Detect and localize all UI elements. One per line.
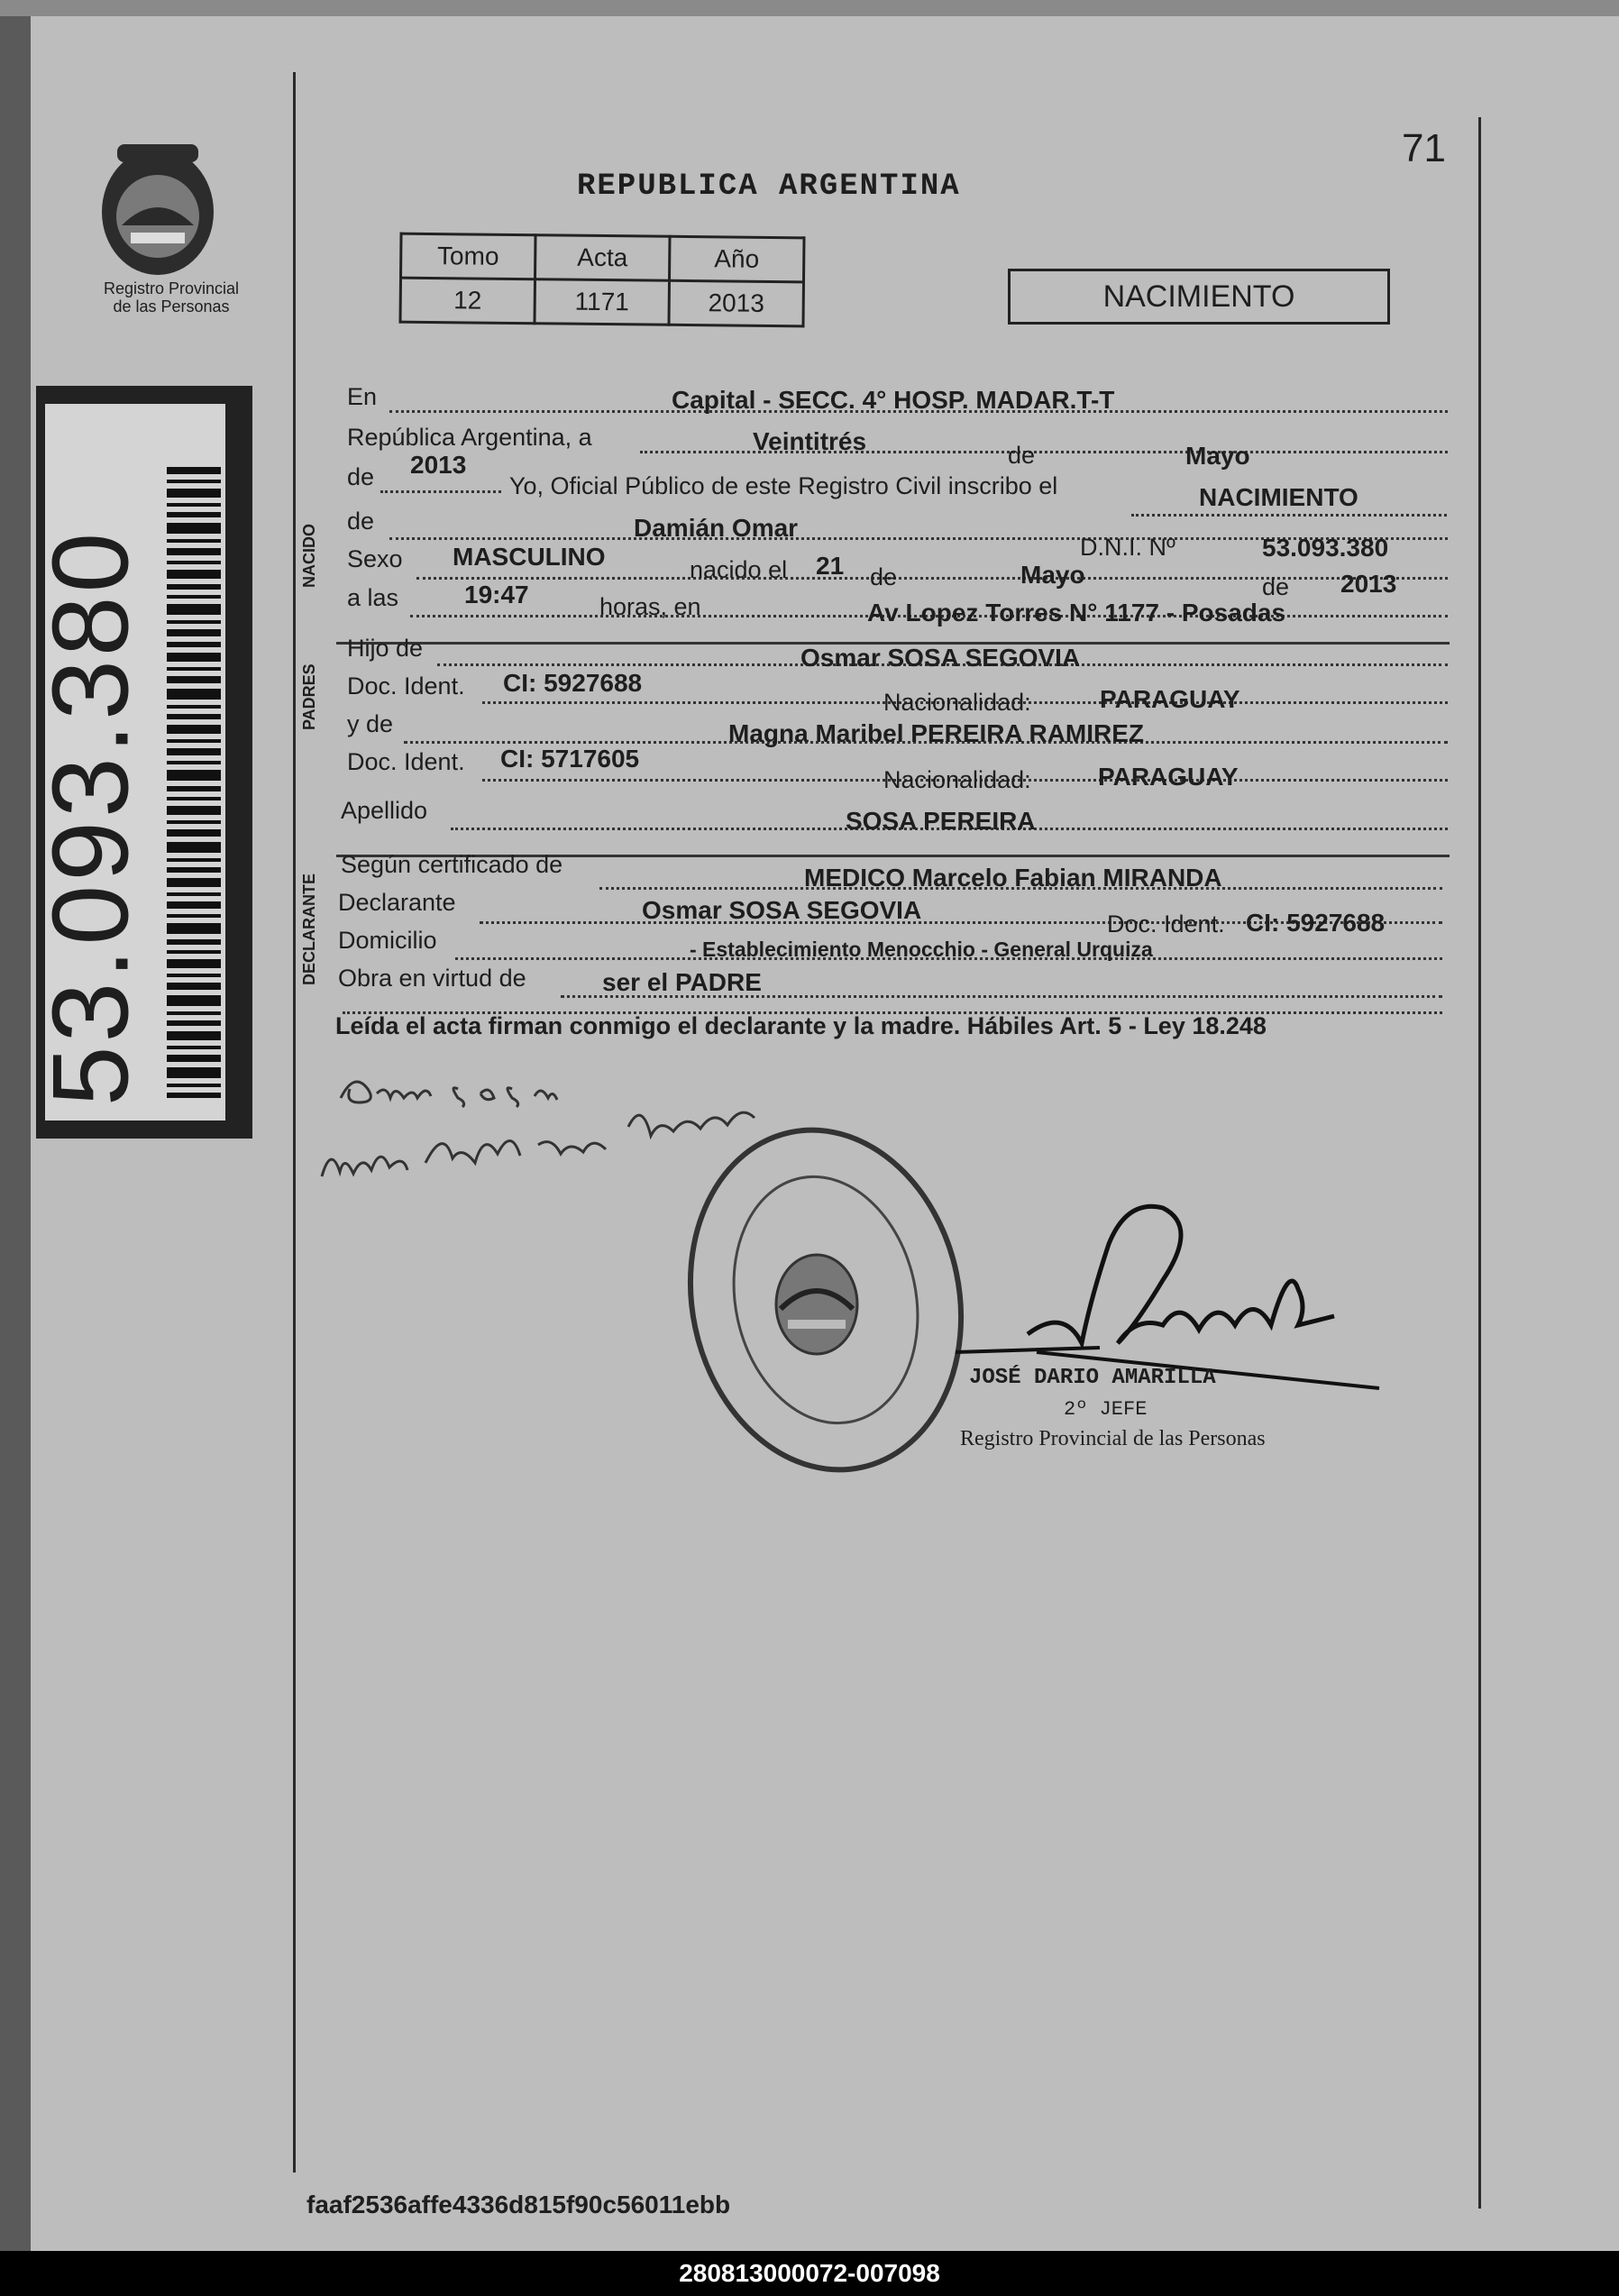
left-margin-line: [293, 72, 296, 2173]
obra-value: ser el PADRE: [602, 968, 762, 996]
madre-nacionalidad: PARAGUAY: [1098, 763, 1239, 791]
dni-value: 53.093.380: [1262, 534, 1389, 562]
nacionalidad2-label: Nacionalidad:: [883, 766, 1031, 793]
de4-label: de: [870, 563, 898, 590]
de3-label: de: [347, 508, 375, 535]
anio-value: 2013: [669, 280, 804, 326]
horas-label: horas, en: [599, 593, 701, 620]
scan-top-strip: [0, 0, 1619, 16]
dotted-line: [416, 577, 1448, 580]
oficial-text: Yo, Oficial Público de este Registro Civil inscribo el: [509, 472, 1058, 499]
domicilio-value: - Establecimiento Menocchio - General Urquiza: [690, 938, 1153, 961]
mes-value: Mayo: [1185, 442, 1250, 470]
apellido-label: Apellido: [341, 797, 428, 824]
dotted-line: [1131, 514, 1447, 517]
lugar-nacimiento-value: Av Lopez Torres N° 1177 - Posadas: [867, 599, 1286, 627]
declarante-doc: CI: 5927688: [1246, 909, 1386, 937]
obra-label: Obra en virtud de: [338, 965, 526, 992]
anio-value: 2013: [410, 451, 467, 479]
barcode-panel: [30, 386, 252, 1139]
en-label: En: [347, 383, 378, 410]
table-row: [400, 278, 803, 326]
closing-statement: Leída el acta firman conmigo el declarante y la madre. Hábiles Art. 5 - Ley 18.248: [335, 1012, 1267, 1039]
footer-id: 280813000072-007098: [679, 2259, 940, 2287]
domicilio-label: Domicilio: [338, 927, 437, 954]
page-number: 71: [1402, 126, 1446, 170]
de-label: de: [1008, 442, 1036, 469]
madre-doc: CI: 5717605: [500, 745, 640, 773]
tomo-header: Tomo: [401, 233, 536, 279]
yde-label: y de: [347, 710, 394, 737]
de2-label: de: [347, 463, 375, 490]
record-type-box: NACIMIENTO: [1008, 269, 1390, 325]
declarante-label: Declarante: [338, 889, 456, 916]
section-label-nacido: NACIDO: [300, 524, 318, 588]
dotted-line: [380, 490, 501, 493]
document-hash: faaf2536affe4336d815f90c56011ebb: [306, 2191, 731, 2218]
apellido-value: SOSA PEREIRA: [846, 807, 1036, 835]
provincial-crest-icon: [90, 126, 225, 279]
record-reference-table: [398, 233, 805, 328]
doc2-label: Doc. Ident.: [347, 748, 465, 775]
declarante-value: Osmar SOSA SEGOVIA: [642, 896, 922, 924]
nacido-label: nacido el: [690, 556, 788, 583]
hora-value: 19:47: [464, 581, 529, 608]
inscribo-value: NACIMIENTO: [1199, 483, 1358, 511]
de5-label: de: [1262, 573, 1290, 600]
hijo-label: Hijo de: [347, 635, 424, 662]
nacido-dia: 21: [816, 552, 845, 580]
page-title: REPUBLICA ARGENTINA: [577, 169, 961, 204]
barcode-icon: [167, 467, 221, 1098]
tomo-value: 12: [400, 278, 535, 324]
certificado-label: Según certificado de: [341, 851, 563, 878]
official-title: 2º JEFE: [1064, 1398, 1148, 1421]
official-org: Registro Provincial de las Personas: [960, 1427, 1266, 1450]
side-dni-number: 53.093.380: [30, 528, 151, 1107]
logo-caption-line2: de las Personas: [113, 297, 230, 316]
republica-label: República Argentina, a: [347, 424, 592, 451]
alas-label: a las: [347, 584, 399, 611]
madre-value: Magna Maribel PEREIRA RAMIREZ: [728, 719, 1145, 747]
nacido-mes: Mayo: [1020, 561, 1085, 589]
dni-label: D.N.I. Nº: [1080, 534, 1175, 561]
section-label-declarante: DECLARANTE: [300, 874, 318, 985]
sexo-value: MASCULINO: [453, 543, 606, 571]
official-name: JOSÉ DARIO AMARILLA: [969, 1366, 1216, 1390]
anio-header: Año: [669, 236, 804, 282]
right-margin-line: [1478, 117, 1481, 2209]
barcode-label: [30, 404, 225, 1121]
dia-value: Veintitrés: [753, 427, 867, 455]
nacionalidad-label: Nacionalidad:: [883, 689, 1031, 716]
table-header-row: [401, 233, 804, 282]
nacido-anio: 2013: [1340, 570, 1397, 598]
padre-doc: CI: 5927688: [503, 669, 643, 697]
sexo-label: Sexo: [347, 545, 403, 572]
logo-caption: [72, 279, 270, 316]
lugar-inscripcion-value: Capital - SECC. 4° HOSP. MADAR.T-T: [672, 386, 1115, 414]
book-spine: [0, 16, 31, 2252]
padre-nacionalidad: PARAGUAY: [1100, 685, 1240, 713]
nombre-value: Damián Omar: [634, 514, 799, 542]
doc-label: Doc. Ident.: [347, 672, 465, 700]
padre-value: Osmar SOSA SEGOVIA: [800, 644, 1081, 672]
logo-caption-line1: Registro Provincial: [103, 279, 240, 297]
official-seal-icon: [681, 1120, 970, 1480]
certificado-value: MEDICO Marcelo Fabian MIRANDA: [804, 864, 1222, 892]
section-label-padres: PADRES: [300, 663, 318, 730]
acta-value: 1171: [535, 279, 670, 325]
doc3-label: Doc. Ident.: [1107, 910, 1225, 938]
acta-header: Acta: [535, 235, 671, 281]
